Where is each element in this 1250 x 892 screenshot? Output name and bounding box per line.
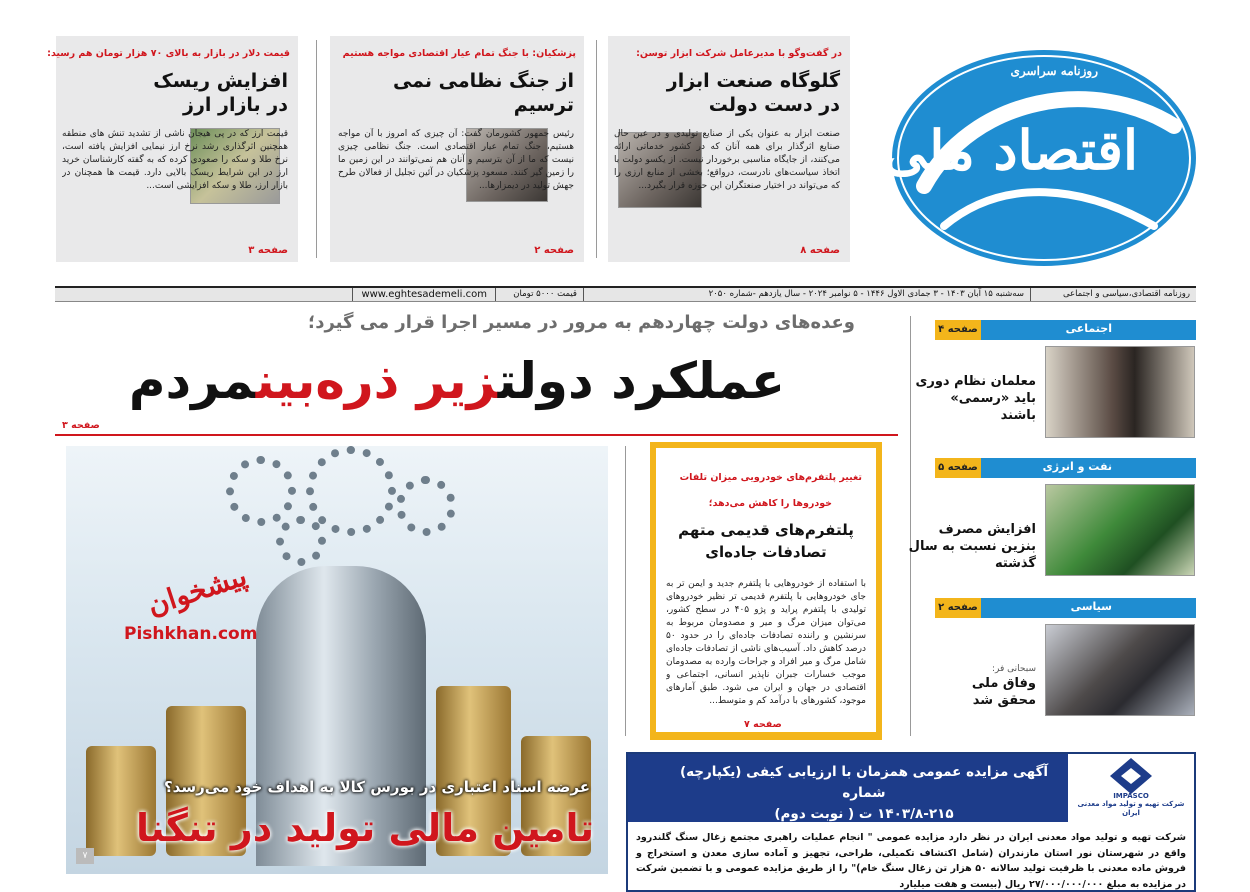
sidebar-story-title[interactable]: سبحانی فر: وفاق ملی محقق شد <box>971 664 1036 708</box>
sidebar-story-title[interactable]: معلمان نظام دوری باید «رسمی» باشند <box>915 374 1036 423</box>
sidebar-section-header[interactable] <box>935 598 1196 618</box>
tender-notice-ad[interactable] <box>626 752 1196 892</box>
story-title[interactable]: پلتفرم‌های قدیمی متهم تصادفات جاده‌ای <box>678 521 854 561</box>
section-label: نفت و انرژی <box>1042 460 1112 473</box>
gear-icon <box>276 516 326 566</box>
main-page-link[interactable]: صفحه ۳ <box>62 420 100 431</box>
logo-subtitle: روزنامه سراسری <box>1010 64 1098 78</box>
sidebar-photo <box>1045 484 1195 576</box>
logo-name: اقتصاد ملی <box>882 118 1138 182</box>
story-kicker: قیمت دلار در بازار به بالای ۷۰ هزار تومان هم رسید: <box>47 48 290 59</box>
story-kicker: تغییر پلتفرم‌های خودرویی میزان تلفات <box>679 472 862 483</box>
story-page-link[interactable]: صفحه ۲ <box>534 245 574 256</box>
newspaper-logo[interactable] <box>884 36 1196 268</box>
notice-body: شرکت تهیه و تولید مواد معدنی ایران در نظر دارد مزایده عمومی " انجام عملیات راهبری مجتمع زغال سنگ گلندرود واقع در شهرستان نور استان مازندران (شامل اکتشاف تکمیلی، طراحی، تجهیز و آماده سازی معدن و استخراج و فروش ماده معدنی با ظرفیت تولید سالانه ۵۰ هزار تن زغال سنگ خام)" را از طریق مزایده عمومی و با تضمین شرکت در مزایده به مبلغ ۲۷/۰۰۰/۰۰۰/۰۰۰ ریال (بیست و هفت میلیارد <box>636 832 1186 891</box>
sidebar-section-header[interactable] <box>935 458 1196 478</box>
section-label: اجتماعی <box>1065 322 1112 335</box>
section-page-link[interactable]: صفحه ۴ <box>935 320 981 340</box>
story-title[interactable]: از جنگ نظامی نمی ترسیم <box>392 70 574 116</box>
section-page-link[interactable]: صفحه ۲ <box>935 598 981 618</box>
masthead-date: سه‌شنبه ۱۵ آبان ۱۴۰۳ - ۳ جمادی الاول ۱۴۴۶ - ۵ نوامبر ۲۰۲۴ - سال یازدهم -شماره ۲۰۵۰ <box>709 288 1031 301</box>
top-story-2[interactable] <box>330 36 584 262</box>
divider <box>625 446 626 736</box>
masthead-info-bar <box>55 286 1196 302</box>
main-headline[interactable]: عملکرد دولتزیر ذره‌بینمردم <box>128 352 785 410</box>
story-kicker: پزشکیان: با جنگ تمام عیار اقتصادی مواجه هستیم <box>342 48 576 59</box>
story-body: قیمت ارز که در پی هیجان ناشی از تشدید تنش های منطقه همچنین اثرگذاری رشد نرخ ارز نیمایی افزایش یافته است، نرخ طلا و سکه را صعودی کرده که به گفته کارشناسان خرید ارز در این شرایط ریسک بالایی دارد. قیمت ها همچنان در بازار ارز، طلا و سکه افزایشی است... <box>62 129 288 192</box>
sidebar-photo <box>1045 346 1195 438</box>
masthead-section: روزنامه اقتصادی،سیاسی و اجتماعی <box>1062 289 1190 299</box>
divider <box>55 434 898 436</box>
gear-icon <box>226 456 296 526</box>
website-link[interactable]: www.eghtesademeli.com <box>352 288 496 301</box>
divider <box>596 40 597 258</box>
sidebar-section-header[interactable] <box>935 320 1196 340</box>
watermark-logo: پیشخوان <box>143 559 251 622</box>
page-number-badge: ۷ <box>76 848 94 864</box>
boxed-story[interactable] <box>650 442 882 740</box>
company-name: IMPASCO شرکت تهیه و تولید مواد معدنی ایران <box>1077 792 1185 817</box>
gear-icon <box>396 476 456 536</box>
impasco-logo-icon <box>1068 754 1194 794</box>
top-story-1[interactable] <box>608 36 850 262</box>
top-story-3[interactable] <box>47 36 298 262</box>
watermark-url: Pishkhan.com <box>124 624 258 644</box>
notice-title: آگهی مزایده عمومی همزمان با ارزیابی کیفی (یکپارچه) شماره ۱۴۰۳/۸-۲۱۵ ت ( نوبت دوم) <box>679 764 1049 822</box>
section-label: سیاسی <box>1070 600 1112 613</box>
story-kicker: در گفت‌وگو با مدیرعامل شرکت ابزار توسن: <box>636 48 842 59</box>
story-page-link[interactable]: صفحه ۳ <box>248 245 288 256</box>
masthead-price: قیمت ۵۰۰۰ تومان <box>513 288 584 301</box>
section-page-link[interactable]: صفحه ۵ <box>935 458 981 478</box>
story-page-link[interactable]: صفحه ۸ <box>800 245 840 256</box>
image-title[interactable]: تامین مالی تولید در تنگنا <box>135 806 594 850</box>
story-body: صنعت ابزار به عنوان یکی از صنایع تولیدی و در عین حال صنایع اثرگذار برای همه آنان که در کشور خدماتی ارائه می‌کنند، از جایگاه مناسبی برخوردار نیست. از یکسو دولت با اتخاذ سیاست‌های نادرست، درواقع؛ بخشی از منابع ارزی را که می‌تواند در اختیار صنعتگران این حوزه قرار بگیرد... <box>614 129 840 192</box>
gear-icon <box>306 446 396 536</box>
story-page-link[interactable]: صفحه ۷ <box>744 719 782 730</box>
story-title[interactable]: افزایش ریسک در بازار ارز <box>153 70 288 116</box>
sidebar-story-title[interactable]: افزایش مصرف بنزین نسبت به سال گذشته <box>908 522 1036 571</box>
story-kicker: خودروها را کاهش می‌دهد؛ <box>708 498 832 509</box>
divider <box>316 40 317 258</box>
story-body: رئیس جمهور کشورمان گفت: آن چیزی که امروز با آن مواجه هستیم، جنگ تمام عیار اقتصادی است. جنگ نظامی چیزی نیست که ما از آن بترسیم و آنان هم نمی‌توانند در این زمین ما را زمین گیر کنند. مسعود پزشکیان در آئین تجلیل از فعالان طرح جهش تولید در دیمزارها... <box>338 129 574 192</box>
notice-header <box>628 754 1194 822</box>
image-subtitle: عرضه اسناد اعتباری در بورس کالا به اهداف خود می‌رسد؟ <box>163 778 590 796</box>
featured-image-story[interactable] <box>66 446 608 874</box>
company-logo <box>1068 754 1194 822</box>
story-body: با استفاده از خودروهایی با پلتفرم جدید و ایمن تر به جای خودروهایی با پلتفرم قدیمی تر نظیر خودروهای تولیدی با پلتفرم پراید و پژو ۴۰۵ در سطح کشور، می‌توان میزان مرگ و میر و مصدومان مربوط به سرنشین و راننده تصادفات جاده‌ای را در حدود ۵۰ درصد کاهش داد. آسیب‌های ناشی از تصادفات جاده‌ای شامل مرگ و میر افراد و جراحات وارده به مصدومان موجب خسارات جبران ناپذیر انسانی، اجتماعی و اقتصادی در جهان و ایران می شود. طبق آمارهای موجود، کشورهای با درآمد کم و متوسط... <box>666 579 866 707</box>
sidebar-photo <box>1045 624 1195 716</box>
story-title[interactable]: گلوگاه صنعت ابزار در دست دولت <box>666 70 840 116</box>
main-kicker: وعده‌های دولت چهاردهم به مرور در مسیر اجرا قرار می گیرد؛ <box>308 312 855 333</box>
